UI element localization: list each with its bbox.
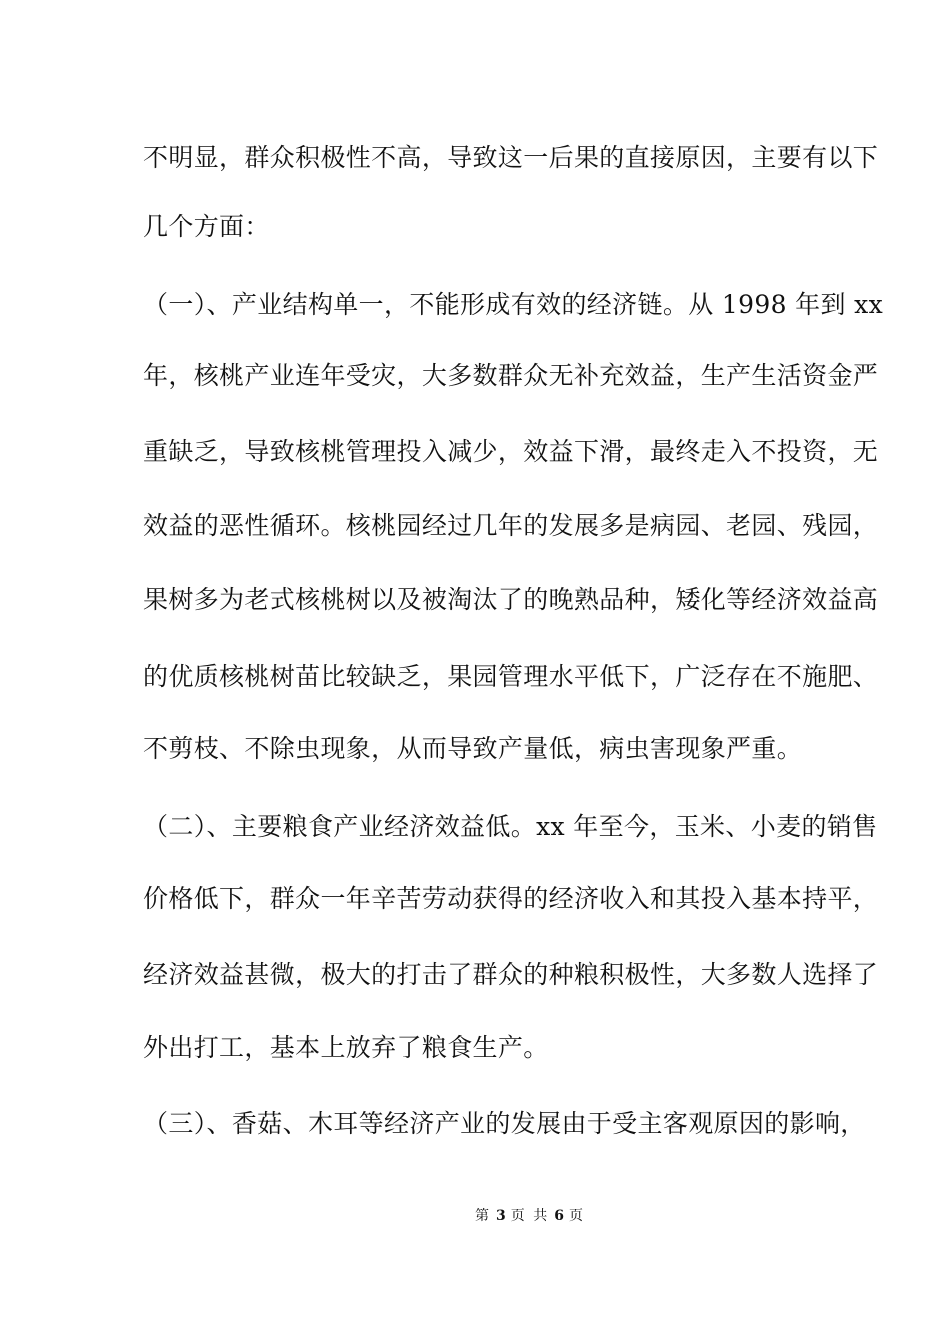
text-line: （一）、产业结构单一，不能形成有效的经济链。从 1998 年到 xx [143, 290, 884, 319]
text-line: （三）、香菇、木耳等经济产业的发展由于受主客观原因的影响， [143, 1109, 866, 1138]
text-line: 几个方面： [143, 212, 270, 241]
text-line: 外出打工，基本上放弃了粮食生产。 [143, 1033, 549, 1062]
text-line: 果树多为老式核桃树以及被淘汰了的晚熟品种，矮化等经济效益高 [143, 585, 879, 614]
text-line: 效益的恶性循环。核桃园经过几年的发展多是病园、老园、残园， [143, 511, 879, 540]
text-line: 价格低下，群众一年辛苦劳动获得的经济收入和其投入基本持平， [143, 884, 879, 913]
footer-middle: 页 共 [510, 1208, 550, 1224]
text-line: 重缺乏，导致核桃管理投入减少，效益下滑，最终走入不投资，无 [143, 437, 879, 466]
text-line: 不剪枝、不除虫现象，从而导致产量低，病虫害现象严重。 [143, 734, 803, 763]
text-line: 经济效益甚微，极大的打击了群众的种粮积极性，大多数人选择了 [143, 960, 879, 989]
current-page-number: 3 [496, 1208, 506, 1224]
text-line: 不明显，群众积极性不高，导致这一后果的直接原因，主要有以下 [143, 143, 879, 172]
total-pages-number: 6 [554, 1208, 564, 1224]
page-footer [0, 1207, 950, 1225]
footer-prefix: 第 [475, 1208, 492, 1224]
footer-suffix: 页 [568, 1208, 585, 1224]
text-line: 的优质核桃树苗比较缺乏，果园管理水平低下，广泛存在不施肥、 [143, 662, 879, 691]
text-line: 年，核桃产业连年受灾，大多数群众无补充效益，生产生活资金严 [143, 361, 879, 390]
text-line: （二）、主要粮食产业经济效益低。xx 年至今，玉米、小麦的销售 [143, 812, 878, 841]
